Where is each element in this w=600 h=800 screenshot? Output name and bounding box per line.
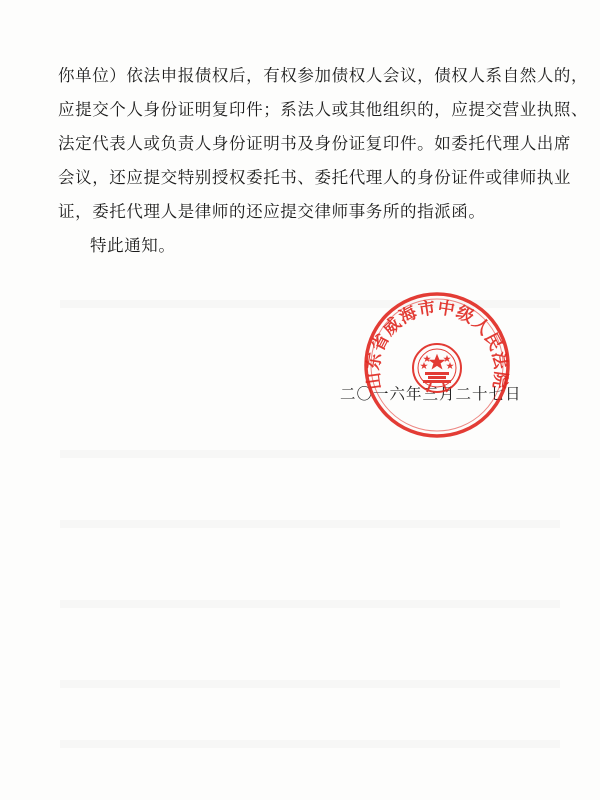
- body-line-1: 你单位）依法申报债权后，有权参加债权人会议，债权人系自然人的，: [58, 66, 589, 85]
- closing-text: 特此通知。: [90, 236, 176, 255]
- faded-backprint: [60, 740, 560, 748]
- faded-backprint: [60, 520, 560, 528]
- body-line-2: 应提交个人身份证明复印件；系法人或其他组织的，应提交营业执照、: [58, 100, 589, 119]
- body-line-3: 法定代表人或负责人身份证明书及身份证复印件。如委托代理人出席: [58, 134, 571, 153]
- body-line-4: 会议，还应提交特别授权委托书、委托代理人的身份证件或律师执业: [58, 168, 571, 187]
- faded-backprint: [60, 680, 560, 688]
- faded-backprint: [60, 450, 560, 458]
- faded-backprint: [60, 600, 560, 608]
- body-line-5: 证，委托代理人是律师的还应提交律师事务所的指派函。: [58, 202, 486, 221]
- document-date: 二〇一六年三月二十七日: [340, 385, 522, 403]
- court-seal-icon: [362, 290, 512, 440]
- svg-text:山东省威海市中级人民法院: 山东省威海市中级人民法院: [363, 298, 511, 391]
- court-seal: [362, 290, 512, 440]
